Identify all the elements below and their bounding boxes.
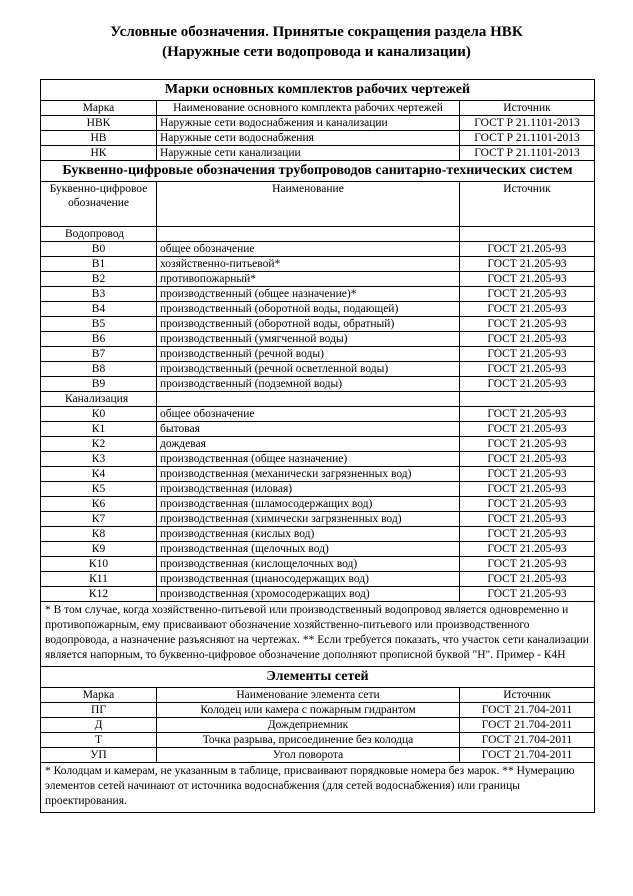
pipe-code: К6 bbox=[41, 497, 157, 512]
section-heading-row bbox=[41, 161, 595, 182]
pipe-code: В8 bbox=[41, 362, 157, 377]
set-mark: НВК bbox=[41, 116, 157, 131]
pipe-source: ГОСТ 21.205-93 bbox=[460, 362, 595, 377]
pipe-code: В0 bbox=[41, 242, 157, 257]
pipe-code: К3 bbox=[41, 452, 157, 467]
pipe-code: К12 bbox=[41, 587, 157, 602]
table-row bbox=[41, 542, 595, 557]
element-source: ГОСТ 21.704-2011 bbox=[460, 703, 595, 718]
table-row bbox=[41, 703, 595, 718]
pipe-source: ГОСТ 21.205-93 bbox=[460, 317, 595, 332]
pipes-col-source: Источник bbox=[460, 182, 595, 227]
table-row bbox=[41, 272, 595, 287]
note-row bbox=[41, 763, 595, 813]
table-row bbox=[41, 437, 595, 452]
pipe-name: производственная (химически загрязненных вод) bbox=[157, 512, 460, 527]
empty-cell bbox=[157, 392, 460, 407]
group-row bbox=[41, 392, 595, 407]
table-row bbox=[41, 257, 595, 272]
pipes-header-row bbox=[41, 182, 595, 227]
table-row bbox=[41, 131, 595, 146]
pipe-name: производственная (щелочных вод) bbox=[157, 542, 460, 557]
pipe-source: ГОСТ 21.205-93 bbox=[460, 527, 595, 542]
sets-col-source: Источник bbox=[460, 101, 595, 116]
table-row bbox=[41, 146, 595, 161]
table-row bbox=[41, 242, 595, 257]
pipe-code: В9 bbox=[41, 377, 157, 392]
pipe-name: производственный (подземной воды) bbox=[157, 377, 460, 392]
pipe-source: ГОСТ 21.205-93 bbox=[460, 347, 595, 362]
set-name: Наружные сети водоснабжения bbox=[157, 131, 460, 146]
pipe-source: ГОСТ 21.205-93 bbox=[460, 242, 595, 257]
pipe-code: К9 bbox=[41, 542, 157, 557]
table-row bbox=[41, 718, 595, 733]
element-name: Дождеприемник bbox=[157, 718, 460, 733]
pipe-name: производственная (цианосодержащих вод) bbox=[157, 572, 460, 587]
pipe-name: производственная (хромосодержащих вод) bbox=[157, 587, 460, 602]
pipe-source: ГОСТ 21.205-93 bbox=[460, 377, 595, 392]
pipe-source: ГОСТ 21.205-93 bbox=[460, 467, 595, 482]
pipe-source: ГОСТ 21.205-93 bbox=[460, 422, 595, 437]
pipe-name: производственный (речной воды) bbox=[157, 347, 460, 362]
table-row bbox=[41, 116, 595, 131]
pipe-code: К8 bbox=[41, 527, 157, 542]
pipe-code: К4 bbox=[41, 467, 157, 482]
pipe-code: В5 bbox=[41, 317, 157, 332]
empty-cell bbox=[460, 227, 595, 242]
pipe-name: производственный (общее назначение)* bbox=[157, 287, 460, 302]
element-source: ГОСТ 21.704-2011 bbox=[460, 748, 595, 763]
pipe-name: производственная (иловая) bbox=[157, 482, 460, 497]
set-source: ГОСТ Р 21.1101-2013 bbox=[460, 146, 595, 161]
table-row bbox=[41, 482, 595, 497]
element-source: ГОСТ 21.704-2011 bbox=[460, 718, 595, 733]
pipe-code: К7 bbox=[41, 512, 157, 527]
pipe-name: бытовая bbox=[157, 422, 460, 437]
pipe-code: В4 bbox=[41, 302, 157, 317]
table-row bbox=[41, 302, 595, 317]
table-row bbox=[41, 748, 595, 763]
pipe-source: ГОСТ 21.205-93 bbox=[460, 272, 595, 287]
pipe-source: ГОСТ 21.205-93 bbox=[460, 452, 595, 467]
pipe-name: производственный (речной осветленной воды) bbox=[157, 362, 460, 377]
set-source: ГОСТ Р 21.1101-2013 bbox=[460, 131, 595, 146]
table-row bbox=[41, 572, 595, 587]
pipe-code: К1 bbox=[41, 422, 157, 437]
set-mark: НК bbox=[41, 146, 157, 161]
element-source: ГОСТ 21.704-2011 bbox=[460, 733, 595, 748]
table-row bbox=[41, 497, 595, 512]
pipe-source: ГОСТ 21.205-93 bbox=[460, 542, 595, 557]
pipe-source: ГОСТ 21.205-93 bbox=[460, 332, 595, 347]
group-row bbox=[41, 227, 595, 242]
pipe-source: ГОСТ 21.205-93 bbox=[460, 587, 595, 602]
table-row bbox=[41, 317, 595, 332]
element-mark: Д bbox=[41, 718, 157, 733]
pipe-code: В6 bbox=[41, 332, 157, 347]
empty-cell bbox=[460, 392, 595, 407]
set-mark: НВ bbox=[41, 131, 157, 146]
table-row bbox=[41, 347, 595, 362]
section-heading-row bbox=[41, 667, 595, 688]
pipe-code: К2 bbox=[41, 437, 157, 452]
pipe-name: дождевая bbox=[157, 437, 460, 452]
pipe-code: В7 bbox=[41, 347, 157, 362]
pipe-name: производственная (кислощелочных вод) bbox=[157, 557, 460, 572]
elements-col-name: Наименование элемента сети bbox=[157, 688, 460, 703]
element-mark: УП bbox=[41, 748, 157, 763]
pipe-name: производственный (умягченной воды) bbox=[157, 332, 460, 347]
sets-header-row bbox=[41, 101, 595, 116]
pipe-code: В3 bbox=[41, 287, 157, 302]
pipe-name: общее обозначение bbox=[157, 242, 460, 257]
element-mark: ПГ bbox=[41, 703, 157, 718]
table-row bbox=[41, 467, 595, 482]
pipe-name: общее обозначение bbox=[157, 407, 460, 422]
pipe-name: производственная (кислых вод) bbox=[157, 527, 460, 542]
pipes-heading: Буквенно-цифровые обозначения трубопроводов санитарно-технических систем bbox=[41, 161, 595, 182]
pipe-name: производственная (общее назначение) bbox=[157, 452, 460, 467]
elements-col-source: Источник bbox=[460, 688, 595, 703]
elements-note: * Колодцам и камерам, не указанным в таблице, присваивают порядковые номера без марок. ** Нумерацию элементов сетей начинают от источника водоснабжения (для сетей водоснабжения) или границы проектирования. bbox=[41, 763, 595, 813]
pipe-code: В2 bbox=[41, 272, 157, 287]
pipe-name: производственный (оборотной воды, обратный) bbox=[157, 317, 460, 332]
sewer-group-label: Канализация bbox=[41, 392, 157, 407]
sets-col-name: Наименование основного комплекта рабочих чертежей bbox=[157, 101, 460, 116]
table-row bbox=[41, 332, 595, 347]
table-row bbox=[41, 422, 595, 437]
legend-table bbox=[40, 79, 595, 813]
table-row bbox=[41, 587, 595, 602]
elements-col-mark: Марка bbox=[41, 688, 157, 703]
pipe-code: К10 bbox=[41, 557, 157, 572]
table-row bbox=[41, 557, 595, 572]
elements-heading: Элементы сетей bbox=[41, 667, 595, 688]
pipe-source: ГОСТ 21.205-93 bbox=[460, 497, 595, 512]
water-group-label: Водопровод bbox=[41, 227, 157, 242]
table-row bbox=[41, 362, 595, 377]
page-title-line2: (Наружные сети водопровода и канализации) bbox=[162, 44, 471, 60]
table-row bbox=[41, 407, 595, 422]
table-row bbox=[41, 452, 595, 467]
pipe-source: ГОСТ 21.205-93 bbox=[460, 572, 595, 587]
pipe-source: ГОСТ 21.205-93 bbox=[460, 437, 595, 452]
pipe-code: К5 bbox=[41, 482, 157, 497]
set-name: Наружные сети водоснабжения и канализации bbox=[157, 116, 460, 131]
table-row bbox=[41, 287, 595, 302]
set-name: Наружные сети канализации bbox=[157, 146, 460, 161]
pipe-source: ГОСТ 21.205-93 bbox=[460, 407, 595, 422]
pipe-code: В1 bbox=[41, 257, 157, 272]
pipe-code: К11 bbox=[41, 572, 157, 587]
pipes-note: * В том случае, когда хозяйственно-питьевой или производственный водопровод является одновременно и противопожарным, ему присваивают обозначение хозяйственно-питьевого или производственного водопровода, а назначение разъясняют на чертежах. ** Если требуется показать, что участок сети канализации является напорным, то буквенно-цифровое обозначение дополняют прописной буквой "Н". Пример - К4Н bbox=[41, 602, 595, 667]
empty-cell bbox=[157, 227, 460, 242]
page-title-line1: Условные обозначения. Принятые сокращения раздела НВК bbox=[110, 24, 523, 40]
element-name: Точка разрыва, присоединение без колодца bbox=[157, 733, 460, 748]
pipe-source: ГОСТ 21.205-93 bbox=[460, 557, 595, 572]
table-row bbox=[41, 733, 595, 748]
pipe-source: ГОСТ 21.205-93 bbox=[460, 287, 595, 302]
pipes-col-name: Наименование bbox=[157, 182, 460, 227]
pipe-source: ГОСТ 21.205-93 bbox=[460, 512, 595, 527]
sets-col-mark: Марка bbox=[41, 101, 157, 116]
pipe-name: противопожарный* bbox=[157, 272, 460, 287]
element-mark: Т bbox=[41, 733, 157, 748]
pipe-name: производственная (шламосодержащих вод) bbox=[157, 497, 460, 512]
pipe-name: производственный (оборотной воды, подающей) bbox=[157, 302, 460, 317]
pipe-source: ГОСТ 21.205-93 bbox=[460, 302, 595, 317]
pipe-source: ГОСТ 21.205-93 bbox=[460, 257, 595, 272]
page-title bbox=[0, 22, 633, 62]
element-name: Угол поворота bbox=[157, 748, 460, 763]
section-heading-row bbox=[41, 80, 595, 101]
table-row bbox=[41, 512, 595, 527]
sets-heading: Марки основных комплектов рабочих чертежей bbox=[41, 80, 595, 101]
pipe-name: производственная (механически загрязненных вод) bbox=[157, 467, 460, 482]
pipe-source: ГОСТ 21.205-93 bbox=[460, 482, 595, 497]
elements-header-row bbox=[41, 688, 595, 703]
table-row bbox=[41, 527, 595, 542]
pipes-col-code: Буквенно-цифровое обозначение bbox=[41, 182, 157, 227]
note-row bbox=[41, 602, 595, 667]
pipe-name: хозяйственно-питьевой* bbox=[157, 257, 460, 272]
element-name: Колодец или камера с пожарным гидрантом bbox=[157, 703, 460, 718]
set-source: ГОСТ Р 21.1101-2013 bbox=[460, 116, 595, 131]
table-row bbox=[41, 377, 595, 392]
pipe-code: К0 bbox=[41, 407, 157, 422]
